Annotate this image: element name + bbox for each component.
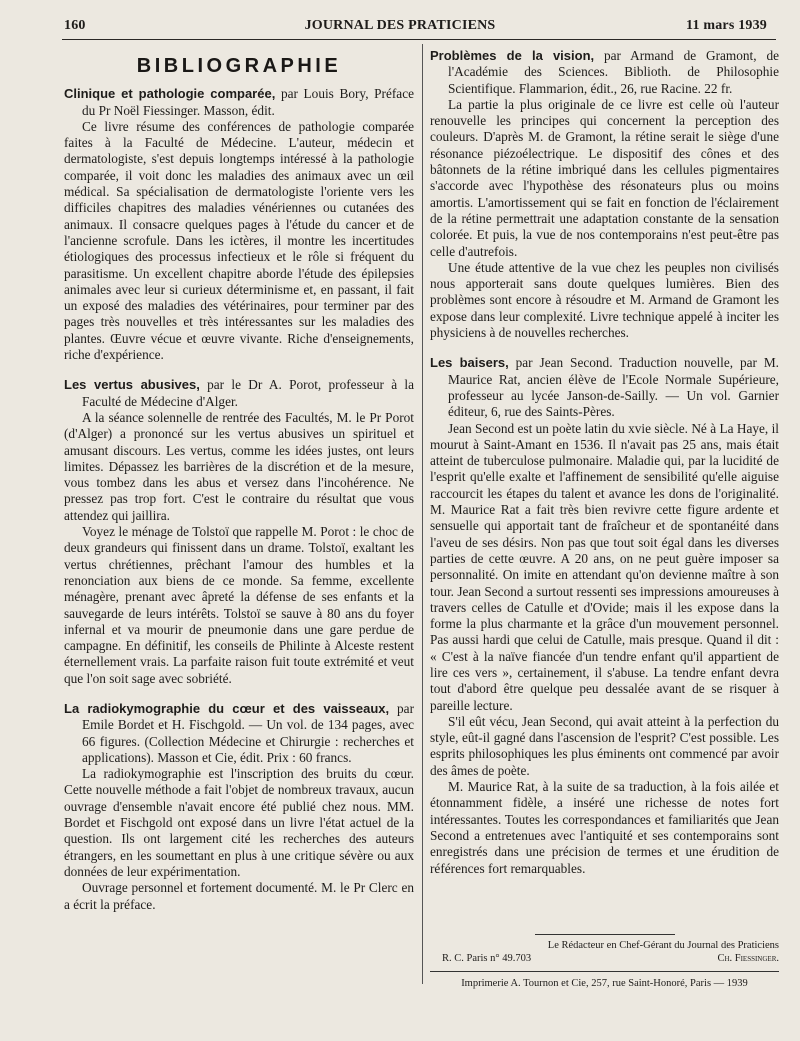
book-review: [64, 701, 414, 913]
editor-line: Le Rédacteur en Chef-Gérant du Journal des Praticiens: [547, 940, 779, 951]
review-paragraph: Ce livre résume des conférences de pathologie comparée faites à la Faculté de Médecine. L'auteur, médecin et dermatologiste, s'est depuis longtemps intéressé à la pathologie comparée, il voit donc les maladies des animaux avec un œil médical. Sa spécialisation de dermatologiste l'oriente vers les difficiles chapitres des maladies vénériennes ou cutanées des animaux. Il consacre quelques pages à l'étude du cancer et de l'ancienne scrofule. Dans les ictères, il montre les incertitudes étiologiques des processus infectieux et le rôle si fréquent du parasitisme. Un excellent chapitre aborde l'étude des épilepsies animales avec leur si curieux déterminisme et, en passant, il fait un exposé des maladies des vétérinaires, pour terminer par des pages très nouvelles et très intéressantes sur les maladies des plantes. Œuvre vécue et œuvre vivante. Riche d'enseignements, riche d'expérience.: [64, 118, 414, 363]
right-column: [430, 48, 779, 891]
review-paragraph: M. Maurice Rat, à la suite de sa traduction, à la fois ailée et étonnamment fidèle, a inséré une richesse de notes fort intéressantes. Toutes les correspondances et familiarités que Jean Second a entretenues avec l'antiquité et ses contemporains sont enregistrés dans une précision de termes et une érudition de références fort remarquables.: [430, 779, 779, 876]
book-citation: par Louis Bory, Préface du Pr Noël Fiessinger. Masson, édit.: [82, 86, 415, 118]
issue-date: 11 mars 1939: [686, 18, 767, 33]
review-paragraph: Une étude attentive de la vue chez les peuples non civilisés nous apporterait sans doute quelques lumières. Bien des problèmes sont encore à résoudre et M. Armand de Gramont les expose dans leur complexité. Livre technique appelé à inciter les physiciens à de nouvelles recherches.: [430, 259, 779, 341]
footer-rule: [535, 934, 675, 935]
left-column: [64, 48, 414, 927]
book-review: [430, 355, 779, 877]
review-paragraph: Voyez le ménage de Tolstoï que rappelle M. Porot : le choc de deux grandeurs qui finissent dans un drame. Tolstoï, exaltant les vertus chrétiennes, prêchant l'amour des humbles et la renonciation aux biens de ce monde. Sa femme, excellente ménagère, prenant avec âpreté la défense de ses enfants et la sauvegarde de leurs intérêts. Tolstoï se sauve à 80 ans du foyer infernal et va mourir de pneumonie dans une gare perdue de campagne. En définitif, les conseils de Philinte à Alceste restent éternellement vrais. La parfaite raison fuit toute extrémité et veut que l'on soit sage avec sobriété.: [64, 524, 414, 686]
review-heading: [64, 86, 414, 119]
section-title: BIBLIOGRAPHIE: [136, 55, 342, 77]
editor-name: Ch. Fiessinger.: [717, 953, 779, 964]
book-review: [430, 48, 779, 341]
book-title: La radiokymographie du cœur et des vaisseaux,: [64, 700, 390, 716]
review-paragraph: S'il eût vécu, Jean Second, qui avait atteint à la perfection du style, eût-il gagné dans l'ascension de l'esprit? C'est possible. Les esprits philosophiques les plus éminents ont commencé par avoir des âmes de poète.: [430, 713, 779, 778]
book-title: Problèmes de la vision,: [430, 48, 595, 63]
review-paragraph: La partie la plus originale de ce livre est celle où l'auteur renouvelle les principes qui concernent la perception des couleurs. D'après M. de Gramont, la rétine serait le siège d'une résonance piézoélectrique. Le dispositif des cônes et des bâtonnets de la rétine imbriqué dans les cellules pigmentaires s'accorde avec l'hypothèse des résonateurs plus ou moins amortis. L'amortissement qui se fait en fonction de l'éclairement de la rétine permettrait une adaptation constante de la sensation colorée. Et puis, la vue de nos contemporains n'est peut-être pas celle d'autrefois.: [430, 96, 779, 259]
review-paragraph: A la séance solennelle de rentrée des Facultés, M. le Pr Porot (d'Alger) a prononcé sur les vertus abusives un spirituel et amusant discours. Les vertus, comme les idées justes, ont leurs limites. Dépassez les barrières de la discrétion et de la mesure, vous tombez dans les abus et versez dans l'incohérence. Ne pressez pas trop fort. C'est le contraire du résultat que vous attendez qui jaillira.: [64, 409, 414, 523]
header-rule: [62, 39, 776, 40]
book-citation: par Jean Second. Traduction nouvelle, par M. Maurice Rat, ancien élève de l'Ecole Normale Supérieure, professeur au lycée Janson-de-Sailly. — Un vol. Garnier éditeur, 6, rue des Saints-Pères.: [448, 355, 779, 420]
review-heading: [64, 701, 414, 766]
book-title: Les vertus abusives,: [64, 377, 200, 393]
review-paragraph: Jean Second est un poète latin du xvie siècle. Né à La Haye, il mourut à Saint-Amant en 1536. Il n'avait pas 25 ans, mais était atteint de tuberculose pulmonaire. Maladie qui, par la lucidité de l'esprit qu'elle exalte et l'affinement de sensibilité qu'elle aiguise raccourcit les étapes du talent et avance les dons de l'originalité. M. Maurice Rat a fait très bien revivre cette figure ardente et sensuelle qui apportait tant de fraîcheur et de spontanéité dans l'aveu de ses désirs. Non pas que tout soit égal dans les diverses parties de cette œuvre. A 20 ans, on ne peut guère imposer sa personnalité. On imite en attendant qu'on devienne maître à son tour. Jean Second a surtout ressenti ses impressions amoureuses à travers celles de Catulle et d'Ovide; mais il les expose dans la forme la plus charmante et la grâce d'un mouvement personnel. Pas aussi hardi que celui de Catulle, mais presque. Quand il dit : « C'est à la naïve fiancée d'un tendre enfant qu'il appartient de lire ces vers », certainement, il s'abuse. La tendre enfant devra tout d'abord être quelque peu dessalée avant de se risquer à pareille lecture.: [430, 420, 779, 713]
review-heading: [430, 48, 779, 97]
book-title: Les baisers,: [430, 355, 509, 371]
page-footer: [430, 934, 779, 990]
book-review: [64, 86, 414, 363]
review-paragraph: La radiokymographie est l'inscription des bruits du cœur. Cette nouvelle méthode a fait l'objet de nombreux travaux, aucun ouvrage d'ensemble n'avait encore été publié chez nous. MM. Bordet et Fischgold ont exposé dans un livre l'état actuel de la question. Ils ont largement cité les recherches des auteurs étrangers, en les soumettant en plus à une critique sévère ou aux données de leur expérimentation.: [64, 766, 414, 879]
book-title: Clinique et pathologie comparée,: [64, 86, 276, 102]
review-heading: [430, 355, 779, 420]
footer-rule: [430, 971, 779, 972]
page-number: 160: [64, 18, 86, 33]
book-citation: par Emile Bordet et H. Fischgold. — Un vol. de 134 pages, avec 66 figures. (Collection Médecine et Chirurgie : recherches et applications). Masson et Cie, édit. Prix : 60 francs.: [82, 700, 415, 765]
journal-title: JOURNAL DES PRATICIENS: [304, 18, 496, 33]
book-review: [64, 377, 414, 687]
registry-row: [430, 952, 779, 965]
review-heading: [64, 377, 414, 410]
book-citation: par Armand de Gramont, de l'Académie des Sciences. Biblioth. de Philosophie Scientifique. Flammarion, édit., 26, rue Racine. 22 fr.: [448, 48, 779, 96]
printer-line: Imprimerie A. Tournon et Cie, 257, rue Saint-Honoré, Paris — 1939: [461, 978, 748, 989]
review-paragraph: Ouvrage personnel et fortement documenté. M. le Pr Clerc en a écrit la préface.: [64, 880, 414, 912]
column-divider: [422, 44, 423, 984]
book-citation: par le Dr A. Porot, professeur à la Faculté de Médecine d'Alger.: [82, 377, 414, 409]
commerce-registry: R. C. Paris n° 49.703: [442, 953, 532, 964]
